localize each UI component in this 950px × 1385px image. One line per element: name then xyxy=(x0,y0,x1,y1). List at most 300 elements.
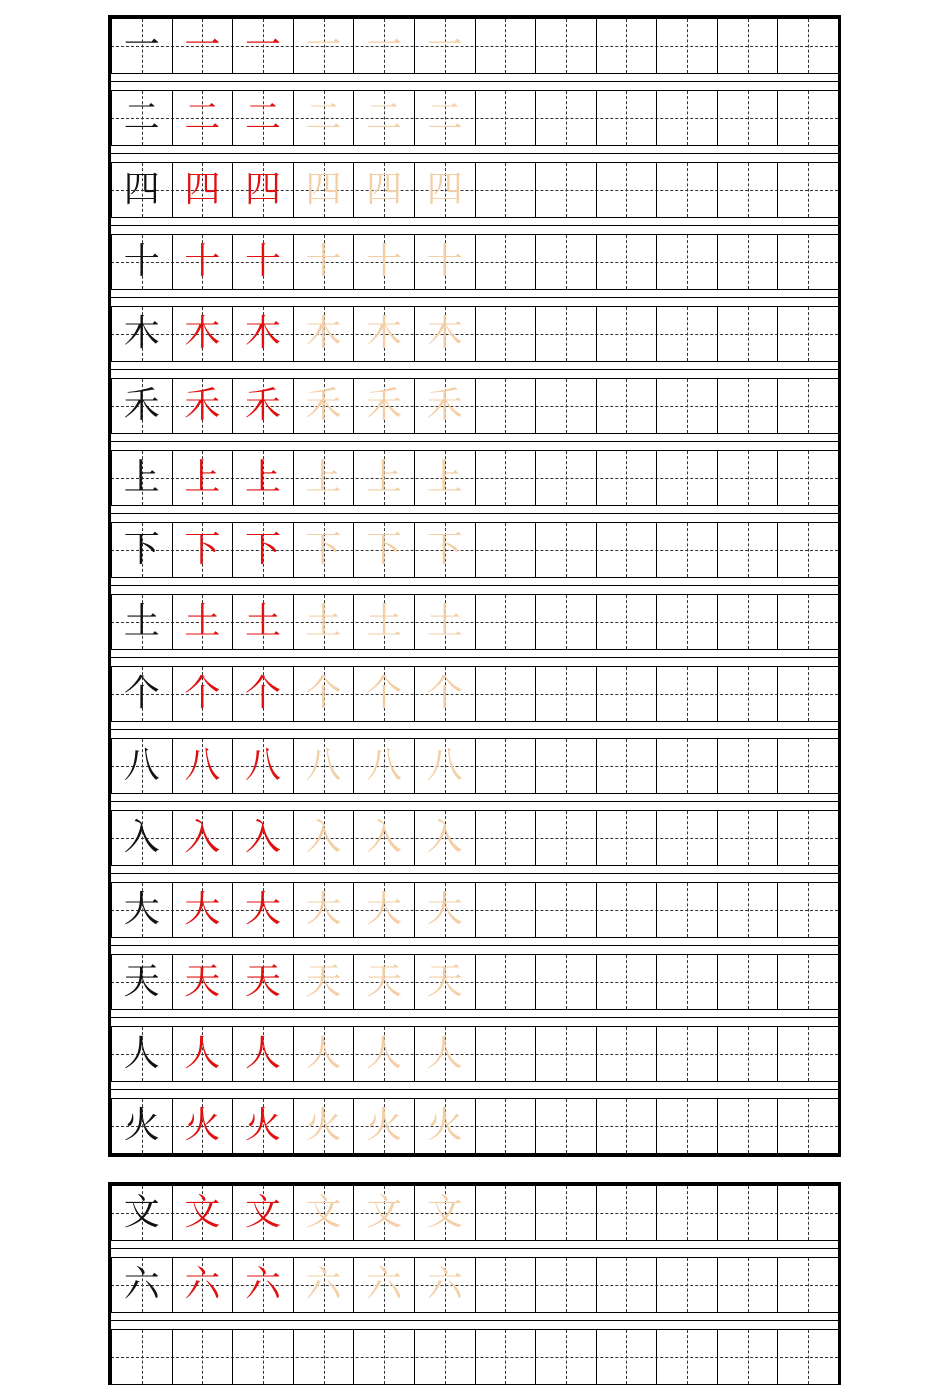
grid-cell[interactable] xyxy=(232,811,293,865)
grid-cell[interactable] xyxy=(717,19,778,73)
grid-cell[interactable] xyxy=(232,1330,293,1384)
grid-cell[interactable] xyxy=(414,235,475,289)
grid-cell[interactable] xyxy=(232,19,293,73)
trace-character: 二 xyxy=(366,97,403,138)
grid-cell[interactable] xyxy=(293,451,354,505)
grid-cell[interactable] xyxy=(111,739,172,793)
model-character: 人 xyxy=(123,1033,160,1074)
grid-cell[interactable] xyxy=(414,1027,475,1081)
grid-cell[interactable] xyxy=(414,91,475,145)
grid-cell[interactable] xyxy=(596,1258,657,1312)
grid-cell[interactable] xyxy=(353,955,414,1009)
grid-cell[interactable] xyxy=(717,1258,778,1312)
trace-character: 个 xyxy=(426,673,463,714)
trace-character: 十 xyxy=(426,241,463,282)
grid-cell[interactable] xyxy=(596,451,657,505)
practice-row xyxy=(111,1329,838,1385)
grid-cell[interactable] xyxy=(293,1258,354,1312)
grid-cell[interactable] xyxy=(777,739,838,793)
red-character: 六 xyxy=(244,1264,281,1305)
trace-character: 个 xyxy=(305,673,342,714)
grid-cell[interactable] xyxy=(232,235,293,289)
trace-character: 大 xyxy=(366,889,403,930)
grid-cell[interactable] xyxy=(414,307,475,361)
practice-row xyxy=(111,666,838,722)
grid-cell[interactable] xyxy=(656,307,717,361)
grid-cell[interactable] xyxy=(111,883,172,937)
grid-cell[interactable] xyxy=(232,523,293,577)
grid-cell[interactable] xyxy=(353,883,414,937)
grid-cell[interactable] xyxy=(414,451,475,505)
model-character: 四 xyxy=(123,169,160,210)
grid-cell[interactable] xyxy=(656,1330,717,1384)
grid-cell[interactable] xyxy=(656,379,717,433)
grid-cell[interactable] xyxy=(232,883,293,937)
grid-cell[interactable] xyxy=(475,811,536,865)
grid-cell[interactable] xyxy=(535,379,596,433)
grid-cell[interactable] xyxy=(535,1099,596,1153)
grid-cell[interactable] xyxy=(535,955,596,1009)
grid-cell[interactable] xyxy=(172,883,233,937)
grid-cell[interactable] xyxy=(596,955,657,1009)
grid-cell[interactable] xyxy=(414,523,475,577)
red-character: 个 xyxy=(244,673,281,714)
grid-cell[interactable] xyxy=(475,1027,536,1081)
grid-cell[interactable] xyxy=(717,451,778,505)
model-character: 文 xyxy=(123,1192,160,1233)
grid-cell[interactable] xyxy=(293,1186,354,1240)
practice-row xyxy=(111,18,838,74)
grid-cell[interactable] xyxy=(111,1330,172,1384)
grid-cell[interactable] xyxy=(535,1186,596,1240)
grid-cell[interactable] xyxy=(717,883,778,937)
grid-cell[interactable] xyxy=(535,811,596,865)
grid-cell[interactable] xyxy=(293,307,354,361)
grid-cell[interactable] xyxy=(475,1099,536,1153)
grid-cell[interactable] xyxy=(111,379,172,433)
grid-cell[interactable] xyxy=(414,1330,475,1384)
grid-cell[interactable] xyxy=(656,595,717,649)
grid-cell[interactable] xyxy=(293,955,354,1009)
grid-cell[interactable] xyxy=(656,451,717,505)
practice-row xyxy=(111,162,838,218)
practice-row xyxy=(111,594,838,650)
grid-cell[interactable] xyxy=(111,163,172,217)
row-gap xyxy=(111,290,838,306)
grid-cell[interactable] xyxy=(717,523,778,577)
grid-cell[interactable] xyxy=(293,523,354,577)
grid-cell[interactable] xyxy=(475,19,536,73)
grid-cell[interactable] xyxy=(414,955,475,1009)
trace-character: 土 xyxy=(366,601,403,642)
grid-cell[interactable] xyxy=(777,523,838,577)
red-character: 个 xyxy=(184,673,221,714)
grid-cell[interactable] xyxy=(111,91,172,145)
grid-cell[interactable] xyxy=(232,1186,293,1240)
grid-cell[interactable] xyxy=(172,667,233,721)
row-gap xyxy=(111,74,838,90)
trace-character: 文 xyxy=(366,1192,403,1233)
row-gap xyxy=(111,1313,838,1329)
red-character: 四 xyxy=(244,169,281,210)
grid-cell[interactable] xyxy=(656,523,717,577)
trace-character: 个 xyxy=(366,673,403,714)
grid-cell[interactable] xyxy=(111,1258,172,1312)
grid-cell[interactable] xyxy=(475,1186,536,1240)
grid-cell[interactable] xyxy=(777,1027,838,1081)
grid-cell[interactable] xyxy=(353,811,414,865)
grid-cell[interactable] xyxy=(777,307,838,361)
red-character: 六 xyxy=(184,1264,221,1305)
grid-cell[interactable] xyxy=(232,739,293,793)
grid-cell[interactable] xyxy=(293,1099,354,1153)
grid-cell[interactable] xyxy=(535,451,596,505)
trace-character: 火 xyxy=(426,1105,463,1146)
grid-cell[interactable] xyxy=(475,667,536,721)
trace-character: 上 xyxy=(426,457,463,498)
grid-cell[interactable] xyxy=(353,1258,414,1312)
grid-cell[interactable] xyxy=(111,235,172,289)
red-character: 火 xyxy=(184,1105,221,1146)
red-character: 天 xyxy=(244,961,281,1002)
grid-cell[interactable] xyxy=(232,379,293,433)
grid-cell[interactable] xyxy=(656,883,717,937)
grid-cell[interactable] xyxy=(293,19,354,73)
grid-cell[interactable] xyxy=(777,91,838,145)
grid-cell[interactable] xyxy=(717,1186,778,1240)
grid-cell[interactable] xyxy=(535,523,596,577)
trace-character: 大 xyxy=(426,889,463,930)
grid-cell[interactable] xyxy=(475,307,536,361)
grid-cell[interactable] xyxy=(535,1258,596,1312)
trace-character: 文 xyxy=(426,1192,463,1233)
grid-cell[interactable] xyxy=(172,163,233,217)
trace-character: 下 xyxy=(305,529,342,570)
grid-cell[interactable] xyxy=(656,739,717,793)
grid-cell[interactable] xyxy=(172,1099,233,1153)
grid-cell[interactable] xyxy=(596,739,657,793)
grid-cell[interactable] xyxy=(353,523,414,577)
grid-cell[interactable] xyxy=(293,883,354,937)
practice-row xyxy=(111,1185,838,1241)
grid-cell[interactable] xyxy=(232,1027,293,1081)
grid-cell[interactable] xyxy=(232,307,293,361)
grid-cell[interactable] xyxy=(353,91,414,145)
grid-cell[interactable] xyxy=(777,1330,838,1384)
trace-character: 天 xyxy=(426,961,463,1002)
grid-cell[interactable] xyxy=(596,91,657,145)
red-character: 下 xyxy=(244,529,281,570)
grid-cell[interactable] xyxy=(293,739,354,793)
grid-cell[interactable] xyxy=(293,1027,354,1081)
grid-cell[interactable] xyxy=(535,595,596,649)
grid-cell[interactable] xyxy=(353,235,414,289)
grid-cell[interactable] xyxy=(111,19,172,73)
grid-cell[interactable] xyxy=(353,1186,414,1240)
grid-cell[interactable] xyxy=(535,1027,596,1081)
grid-cell[interactable] xyxy=(535,235,596,289)
grid-cell[interactable] xyxy=(656,811,717,865)
grid-cell[interactable] xyxy=(293,379,354,433)
grid-cell[interactable] xyxy=(717,235,778,289)
grid-cell[interactable] xyxy=(656,955,717,1009)
grid-cell[interactable] xyxy=(232,595,293,649)
red-character: 禾 xyxy=(244,385,281,426)
grid-cell[interactable] xyxy=(172,451,233,505)
grid-cell[interactable] xyxy=(777,19,838,73)
grid-cell[interactable] xyxy=(535,19,596,73)
grid-cell[interactable] xyxy=(293,595,354,649)
red-character: 下 xyxy=(184,529,221,570)
trace-character: 土 xyxy=(426,601,463,642)
trace-character: 人 xyxy=(426,1033,463,1074)
trace-character: 入 xyxy=(426,817,463,858)
grid-cell[interactable] xyxy=(717,739,778,793)
grid-cell[interactable] xyxy=(717,811,778,865)
grid-cell[interactable] xyxy=(172,1330,233,1384)
grid-cell[interactable] xyxy=(777,883,838,937)
grid-cell[interactable] xyxy=(172,1186,233,1240)
red-character: 大 xyxy=(244,889,281,930)
grid-cell[interactable] xyxy=(717,379,778,433)
trace-character: 一 xyxy=(366,25,403,66)
grid-cell[interactable] xyxy=(535,91,596,145)
grid-cell[interactable] xyxy=(111,955,172,1009)
grid-cell[interactable] xyxy=(353,595,414,649)
row-gap xyxy=(111,578,838,594)
grid-cell[interactable] xyxy=(414,883,475,937)
grid-cell[interactable] xyxy=(232,451,293,505)
grid-cell[interactable] xyxy=(172,955,233,1009)
grid-cell[interactable] xyxy=(717,1027,778,1081)
grid-cell[interactable] xyxy=(475,235,536,289)
grid-cell[interactable] xyxy=(717,1330,778,1384)
grid-cell[interactable] xyxy=(172,595,233,649)
grid-cell[interactable] xyxy=(353,19,414,73)
grid-cell[interactable] xyxy=(717,1099,778,1153)
grid-cell[interactable] xyxy=(111,1186,172,1240)
grid-cell[interactable] xyxy=(777,1099,838,1153)
grid-cell[interactable] xyxy=(353,379,414,433)
grid-cell[interactable] xyxy=(777,163,838,217)
grid-cell[interactable] xyxy=(353,1027,414,1081)
red-character: 四 xyxy=(184,169,221,210)
grid-cell[interactable] xyxy=(475,595,536,649)
grid-cell[interactable] xyxy=(656,1027,717,1081)
grid-cell[interactable] xyxy=(596,19,657,73)
grid-cell[interactable] xyxy=(717,307,778,361)
grid-sheet xyxy=(108,1182,841,1385)
grid-cell[interactable] xyxy=(111,811,172,865)
practice-row xyxy=(111,738,838,794)
grid-cell[interactable] xyxy=(232,1099,293,1153)
grid-cell[interactable] xyxy=(293,667,354,721)
grid-cell[interactable] xyxy=(232,91,293,145)
grid-cell[interactable] xyxy=(353,739,414,793)
grid-cell[interactable] xyxy=(777,667,838,721)
grid-cell[interactable] xyxy=(777,379,838,433)
grid-cell[interactable] xyxy=(475,883,536,937)
grid-cell[interactable] xyxy=(353,307,414,361)
grid-cell[interactable] xyxy=(596,307,657,361)
grid-cell[interactable] xyxy=(656,91,717,145)
grid-cell[interactable] xyxy=(111,595,172,649)
grid-cell[interactable] xyxy=(717,667,778,721)
grid-cell[interactable] xyxy=(172,1258,233,1312)
grid-cell[interactable] xyxy=(596,1330,657,1384)
grid-cell[interactable] xyxy=(414,19,475,73)
grid-cell[interactable] xyxy=(172,523,233,577)
grid-cell[interactable] xyxy=(717,595,778,649)
grid-cell[interactable] xyxy=(172,307,233,361)
grid-cell[interactable] xyxy=(414,163,475,217)
grid-cell[interactable] xyxy=(656,1186,717,1240)
grid-cell[interactable] xyxy=(717,955,778,1009)
grid-cell[interactable] xyxy=(656,163,717,217)
grid-cell[interactable] xyxy=(596,595,657,649)
grid-cell[interactable] xyxy=(777,1258,838,1312)
grid-cell[interactable] xyxy=(596,1099,657,1153)
grid-cell[interactable] xyxy=(353,163,414,217)
grid-cell[interactable] xyxy=(475,379,536,433)
grid-cell[interactable] xyxy=(777,955,838,1009)
red-character: 入 xyxy=(184,817,221,858)
grid-cell[interactable] xyxy=(172,91,233,145)
grid-cell[interactable] xyxy=(717,163,778,217)
row-gap xyxy=(111,362,838,378)
grid-cell[interactable] xyxy=(232,955,293,1009)
trace-character: 六 xyxy=(426,1264,463,1305)
grid-cell[interactable] xyxy=(596,379,657,433)
grid-cell[interactable] xyxy=(475,1258,536,1312)
red-character: 人 xyxy=(184,1033,221,1074)
grid-cell[interactable] xyxy=(172,739,233,793)
trace-character: 四 xyxy=(366,169,403,210)
grid-cell[interactable] xyxy=(656,235,717,289)
grid-cell[interactable] xyxy=(293,1330,354,1384)
row-gap xyxy=(111,146,838,162)
grid-cell[interactable] xyxy=(414,1258,475,1312)
row-gap xyxy=(111,1082,838,1098)
model-character: 十 xyxy=(123,241,160,282)
red-character: 禾 xyxy=(184,385,221,426)
grid-cell[interactable] xyxy=(414,667,475,721)
grid-cell[interactable] xyxy=(414,811,475,865)
grid-cell[interactable] xyxy=(535,667,596,721)
row-gap xyxy=(111,434,838,450)
grid-cell[interactable] xyxy=(172,1027,233,1081)
grid-cell[interactable] xyxy=(293,91,354,145)
grid-cell[interactable] xyxy=(232,1258,293,1312)
trace-character: 木 xyxy=(426,313,463,354)
grid-cell[interactable] xyxy=(596,667,657,721)
grid-cell[interactable] xyxy=(777,595,838,649)
trace-character: 人 xyxy=(305,1033,342,1074)
grid-cell[interactable] xyxy=(111,523,172,577)
grid-cell[interactable] xyxy=(111,451,172,505)
grid-cell[interactable] xyxy=(535,1330,596,1384)
red-character: 十 xyxy=(184,241,221,282)
grid-cell[interactable] xyxy=(656,19,717,73)
grid-cell[interactable] xyxy=(414,739,475,793)
grid-cell[interactable] xyxy=(293,811,354,865)
grid-cell[interactable] xyxy=(777,811,838,865)
grid-cell[interactable] xyxy=(353,667,414,721)
grid-cell[interactable] xyxy=(172,811,233,865)
grid-cell[interactable] xyxy=(596,811,657,865)
grid-cell[interactable] xyxy=(293,163,354,217)
grid-cell[interactable] xyxy=(475,91,536,145)
row-gap xyxy=(111,218,838,234)
grid-cell[interactable] xyxy=(777,451,838,505)
grid-cell[interactable] xyxy=(535,307,596,361)
trace-character: 四 xyxy=(426,169,463,210)
grid-cell[interactable] xyxy=(475,739,536,793)
grid-cell[interactable] xyxy=(535,163,596,217)
grid-cell[interactable] xyxy=(596,1186,657,1240)
red-character: 一 xyxy=(244,25,281,66)
grid-cell[interactable] xyxy=(596,235,657,289)
grid-cell[interactable] xyxy=(656,1258,717,1312)
grid-cell[interactable] xyxy=(596,523,657,577)
grid-cell[interactable] xyxy=(475,451,536,505)
grid-cell[interactable] xyxy=(172,379,233,433)
trace-character: 天 xyxy=(305,961,342,1002)
grid-cell[interactable] xyxy=(475,955,536,1009)
grid-cell[interactable] xyxy=(111,1099,172,1153)
grid-cell[interactable] xyxy=(353,1330,414,1384)
grid-cell[interactable] xyxy=(717,91,778,145)
row-gap xyxy=(111,938,838,954)
grid-cell[interactable] xyxy=(475,163,536,217)
grid-cell[interactable] xyxy=(353,451,414,505)
grid-cell[interactable] xyxy=(414,1099,475,1153)
trace-character: 二 xyxy=(305,97,342,138)
grid-cell[interactable] xyxy=(535,739,596,793)
grid-cell[interactable] xyxy=(232,163,293,217)
grid-cell[interactable] xyxy=(293,235,354,289)
grid-cell[interactable] xyxy=(414,595,475,649)
grid-cell[interactable] xyxy=(111,1027,172,1081)
grid-cell[interactable] xyxy=(777,1186,838,1240)
trace-character: 六 xyxy=(366,1264,403,1305)
grid-cell[interactable] xyxy=(596,1027,657,1081)
model-character: 木 xyxy=(123,313,160,354)
grid-cell[interactable] xyxy=(475,1330,536,1384)
grid-cell[interactable] xyxy=(596,163,657,217)
grid-cell[interactable] xyxy=(535,883,596,937)
grid-cell[interactable] xyxy=(414,1186,475,1240)
row-gap xyxy=(111,722,838,738)
trace-character: 天 xyxy=(366,961,403,1002)
grid-cell[interactable] xyxy=(475,523,536,577)
grid-cell[interactable] xyxy=(172,235,233,289)
trace-character: 文 xyxy=(305,1192,342,1233)
grid-cell[interactable] xyxy=(596,883,657,937)
grid-cell[interactable] xyxy=(111,667,172,721)
row-gap xyxy=(111,1241,838,1257)
grid-cell[interactable] xyxy=(353,1099,414,1153)
grid-cell[interactable] xyxy=(232,667,293,721)
grid-cell[interactable] xyxy=(111,307,172,361)
grid-cell[interactable] xyxy=(656,667,717,721)
trace-character: 火 xyxy=(366,1105,403,1146)
grid-cell[interactable] xyxy=(656,1099,717,1153)
grid-cell[interactable] xyxy=(777,235,838,289)
grid-cell[interactable] xyxy=(414,379,475,433)
grid-cell[interactable] xyxy=(172,19,233,73)
red-character: 土 xyxy=(244,601,281,642)
